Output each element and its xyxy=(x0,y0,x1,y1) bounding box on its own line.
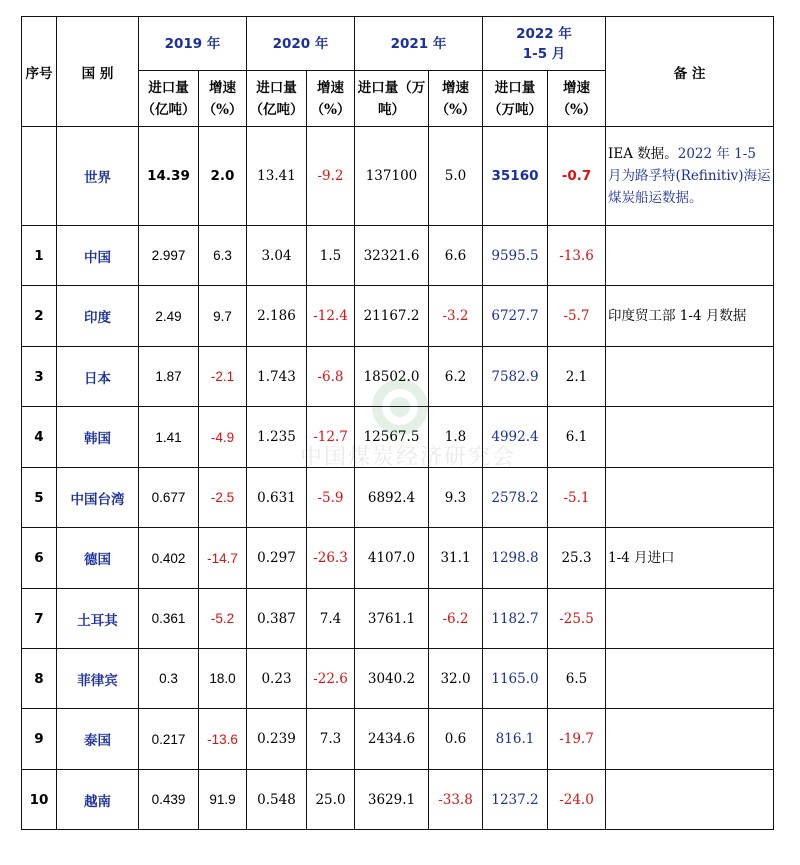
cell-country: 中国 xyxy=(57,226,139,286)
cell-vol-2021: 3629.1 xyxy=(355,770,429,830)
cell-vol-2020: 1.235 xyxy=(247,407,307,468)
cell-vol-2021: 4107.0 xyxy=(355,528,429,589)
cell-growth-2021: 5.0 xyxy=(429,127,483,226)
cell-vol-2022: 1182.7 xyxy=(483,589,548,649)
cell-growth-2020: -6.8 xyxy=(307,347,355,407)
cell-seq: 2 xyxy=(22,286,57,347)
header-seq: 序号 xyxy=(22,17,57,127)
cell-country: 韩国 xyxy=(57,407,139,468)
cell-growth-2020: 7.3 xyxy=(307,709,355,770)
cell-growth-2022: 25.3 xyxy=(548,528,606,589)
cell-country: 印度 xyxy=(57,286,139,347)
cell-vol-2019: 14.39 xyxy=(139,127,199,226)
cell-seq: 9 xyxy=(22,709,57,770)
cell-note xyxy=(606,347,774,407)
cell-vol-2019: 0.677 xyxy=(139,468,199,528)
cell-vol-2022: 9595.5 xyxy=(483,226,548,286)
cell-vol-2022: 1237.2 xyxy=(483,770,548,830)
cell-seq: 4 xyxy=(22,407,57,468)
cell-vol-2020: 0.239 xyxy=(247,709,307,770)
header-year-2019: 2019 年 xyxy=(139,17,247,71)
cell-growth-2021: -33.8 xyxy=(429,770,483,830)
cell-vol-2021: 12567.5 xyxy=(355,407,429,468)
cell-growth-2022: -5.1 xyxy=(548,468,606,528)
cell-growth-2020: -22.6 xyxy=(307,649,355,709)
table-row xyxy=(22,709,774,770)
cell-vol-2022: 1298.8 xyxy=(483,528,548,589)
cell-seq: 3 xyxy=(22,347,57,407)
cell-vol-2020: 0.297 xyxy=(247,528,307,589)
coal-import-table xyxy=(21,16,774,830)
header-year-2020: 2020 年 xyxy=(247,17,355,71)
cell-growth-2020: -12.4 xyxy=(307,286,355,347)
sub-header-growth: 增速（%） xyxy=(548,71,606,127)
table-row-world xyxy=(22,127,774,226)
cell-growth-2021: 31.1 xyxy=(429,528,483,589)
cell-country: 菲律宾 xyxy=(57,649,139,709)
cell-note xyxy=(606,407,774,468)
watermark-text: 中国煤炭经济研究会 xyxy=(300,445,517,470)
sub-header-volume: 进口量（万吨） xyxy=(483,71,548,127)
cell-note xyxy=(606,468,774,528)
cell-seq: 5 xyxy=(22,468,57,528)
sub-header-growth: 增速（%） xyxy=(199,71,247,127)
table-row xyxy=(22,347,774,407)
cell-growth-2021: 0.6 xyxy=(429,709,483,770)
cell-country: 越南 xyxy=(57,770,139,830)
cell-growth-2022: -5.7 xyxy=(548,286,606,347)
cell-vol-2020: 3.04 xyxy=(247,226,307,286)
cell-growth-2022: -19.7 xyxy=(548,709,606,770)
cell-vol-2020: 0.23 xyxy=(247,649,307,709)
cell-vol-2020: 2.186 xyxy=(247,286,307,347)
cell-vol-2019: 1.41 xyxy=(139,407,199,468)
header-year-2022: 2022 年 1-5 月 xyxy=(483,17,606,71)
cell-note: 印度贸工部 1-4 月数据 xyxy=(606,286,774,347)
cell-growth-2019: 91.9 xyxy=(199,770,247,830)
cell-growth-2019: -14.7 xyxy=(199,528,247,589)
cell-growth-2020: -9.2 xyxy=(307,127,355,226)
table-row xyxy=(22,226,774,286)
cell-growth-2021: -3.2 xyxy=(429,286,483,347)
cell-growth-2022: 2.1 xyxy=(548,347,606,407)
cell-seq: 6 xyxy=(22,528,57,589)
cell-growth-2019: -2.1 xyxy=(199,347,247,407)
cell-country: 日本 xyxy=(57,347,139,407)
table-row xyxy=(22,770,774,830)
cell-growth-2019: 18.0 xyxy=(199,649,247,709)
table-row xyxy=(22,407,774,468)
cell-note xyxy=(606,226,774,286)
table-row xyxy=(22,649,774,709)
cell-growth-2019: 2.0 xyxy=(199,127,247,226)
header-country: 国 别 xyxy=(57,17,139,127)
cell-vol-2022: 35160 xyxy=(483,127,548,226)
cell-vol-2022: 2578.2 xyxy=(483,468,548,528)
sub-header-volume: 进口量（亿吨） xyxy=(247,71,307,127)
cell-growth-2020: -5.9 xyxy=(307,468,355,528)
cell-vol-2021: 21167.2 xyxy=(355,286,429,347)
cell-seq: 1 xyxy=(22,226,57,286)
cell-growth-2019: -5.2 xyxy=(199,589,247,649)
cell-country: 泰国 xyxy=(57,709,139,770)
cell-vol-2019: 0.402 xyxy=(139,528,199,589)
sub-header-volume: 进口量（亿吨） xyxy=(139,71,199,127)
cell-vol-2020: 0.548 xyxy=(247,770,307,830)
table-row xyxy=(22,589,774,649)
cell-vol-2022: 1165.0 xyxy=(483,649,548,709)
cell-growth-2021: 6.2 xyxy=(429,347,483,407)
cell-growth-2021: 32.0 xyxy=(429,649,483,709)
cell-growth-2021: 9.3 xyxy=(429,468,483,528)
cell-vol-2020: 0.387 xyxy=(247,589,307,649)
cell-vol-2022: 816.1 xyxy=(483,709,548,770)
cell-vol-2021: 6892.4 xyxy=(355,468,429,528)
cell-country: 土耳其 xyxy=(57,589,139,649)
cell-vol-2022: 7582.9 xyxy=(483,347,548,407)
table-row xyxy=(22,528,774,589)
cell-vol-2021: 2434.6 xyxy=(355,709,429,770)
cell-vol-2019: 0.439 xyxy=(139,770,199,830)
table-row xyxy=(22,286,774,347)
cell-vol-2019: 1.87 xyxy=(139,347,199,407)
cell-vol-2020: 1.743 xyxy=(247,347,307,407)
cell-vol-2021: 137100 xyxy=(355,127,429,226)
cell-vol-2021: 3040.2 xyxy=(355,649,429,709)
cell-country: 德国 xyxy=(57,528,139,589)
cell-vol-2019: 2.49 xyxy=(139,286,199,347)
cell-growth-2021: 6.6 xyxy=(429,226,483,286)
cell-vol-2021: 18502.0 xyxy=(355,347,429,407)
cell-growth-2019: 6.3 xyxy=(199,226,247,286)
cell-vol-2020: 13.41 xyxy=(247,127,307,226)
cell-vol-2020: 0.631 xyxy=(247,468,307,528)
cell-growth-2020: 25.0 xyxy=(307,770,355,830)
cell-vol-2019: 0.217 xyxy=(139,709,199,770)
cell-vol-2019: 2.997 xyxy=(139,226,199,286)
sub-header-growth: 增速（%） xyxy=(429,71,483,127)
cell-growth-2020: 7.4 xyxy=(307,589,355,649)
table-row xyxy=(22,468,774,528)
cell-country: 中国台湾 xyxy=(57,468,139,528)
cell-seq: 10 xyxy=(22,770,57,830)
cell-note xyxy=(606,649,774,709)
cell-growth-2020: 1.5 xyxy=(307,226,355,286)
sub-header-volume: 进口量（万吨） xyxy=(355,71,429,127)
cell-growth-2022: 6.5 xyxy=(548,649,606,709)
sub-header-growth: 增速（%） xyxy=(307,71,355,127)
cell-growth-2021: 1.8 xyxy=(429,407,483,468)
header-year-2021: 2021 年 xyxy=(355,17,483,71)
cell-note xyxy=(606,589,774,649)
cell-seq: 8 xyxy=(22,649,57,709)
cell-seq xyxy=(22,127,57,226)
cell-country: 世界 xyxy=(57,127,139,226)
cell-growth-2019: -13.6 xyxy=(199,709,247,770)
cell-growth-2022: -0.7 xyxy=(548,127,606,226)
cell-note xyxy=(606,770,774,830)
cell-growth-2022: -25.5 xyxy=(548,589,606,649)
cell-note xyxy=(606,709,774,770)
cell-vol-2022: 6727.7 xyxy=(483,286,548,347)
cell-note: 1-4 月进口 xyxy=(606,528,774,589)
cell-growth-2020: -12.7 xyxy=(307,407,355,468)
cell-vol-2019: 0.3 xyxy=(139,649,199,709)
cell-vol-2022: 4992.4 xyxy=(483,407,548,468)
cell-vol-2021: 32321.6 xyxy=(355,226,429,286)
cell-growth-2019: -4.9 xyxy=(199,407,247,468)
cell-growth-2022: -13.6 xyxy=(548,226,606,286)
cell-growth-2022: -24.0 xyxy=(548,770,606,830)
cell-growth-2021: -6.2 xyxy=(429,589,483,649)
cell-growth-2019: 9.7 xyxy=(199,286,247,347)
cell-growth-2020: -26.3 xyxy=(307,528,355,589)
cell-growth-2022: 6.1 xyxy=(548,407,606,468)
cell-vol-2019: 0.361 xyxy=(139,589,199,649)
cell-vol-2021: 3761.1 xyxy=(355,589,429,649)
cell-growth-2019: -2.5 xyxy=(199,468,247,528)
cell-note: IEA 数据。2022 年 1-5 月为路孚特(Refinitiv)海运煤炭船运数据。 xyxy=(606,127,774,226)
cell-seq: 7 xyxy=(22,589,57,649)
header-notes: 备 注 xyxy=(606,17,774,127)
